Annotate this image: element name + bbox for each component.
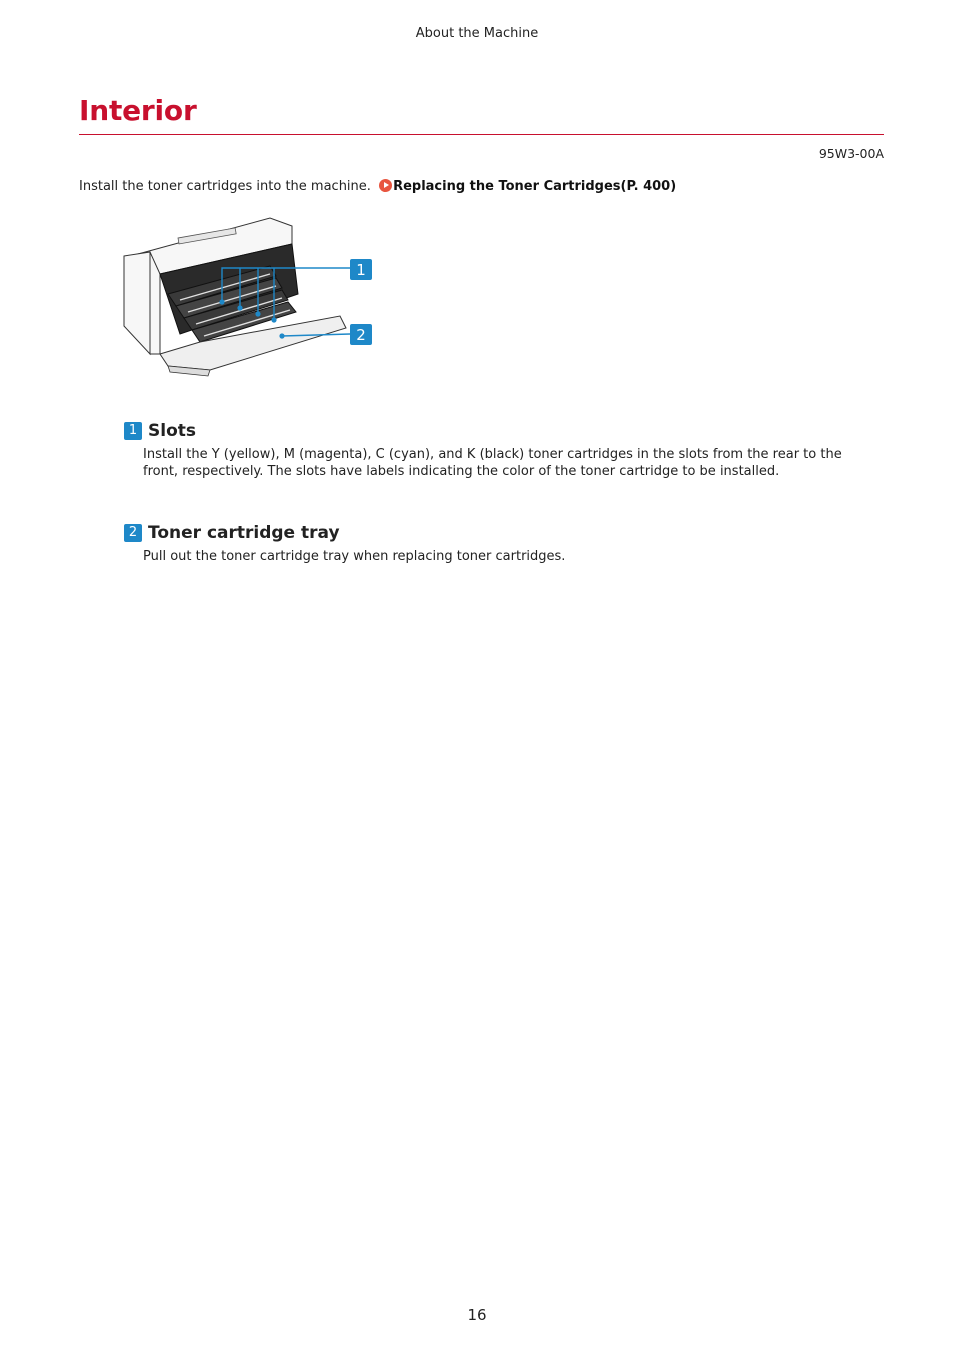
item-description: Install the Y (yellow), M (magenta), C (cyan), and K (black) toner cartridges in the slots from the rear to the front, respectively. The slots have labels indicating the color of the toner cartridge to be installed. (143, 447, 842, 479)
replacing-toner-link[interactable]: Replacing the Toner Cartridges(P. 400) (393, 179, 677, 194)
intro-text: Install the toner cartridges into the machine. (79, 179, 371, 194)
callout-1-label: 1 (356, 261, 366, 279)
title-divider (79, 134, 884, 135)
intro-paragraph (79, 179, 676, 194)
arrow-circle-icon[interactable] (379, 179, 392, 192)
running-header: About the Machine (415, 26, 539, 41)
item-toner-cartridge-tray (124, 523, 864, 565)
item-description: Pull out the toner cartridge tray when replacing toner cartridges. (143, 549, 566, 564)
page-title: Interior (79, 94, 197, 127)
page-number: 16 (467, 1306, 487, 1324)
item-title: Slots (148, 421, 196, 441)
document-code: 95W3-00A (818, 146, 884, 161)
item-title: Toner cartridge tray (148, 523, 340, 543)
number-badge: 2 (124, 524, 142, 542)
callout-1 (350, 259, 372, 280)
callout-2 (350, 324, 372, 345)
printer-interior-illustration (120, 214, 380, 384)
number-badge: 1 (124, 422, 142, 440)
callout-2-label: 2 (356, 326, 366, 344)
item-slots (124, 421, 864, 480)
